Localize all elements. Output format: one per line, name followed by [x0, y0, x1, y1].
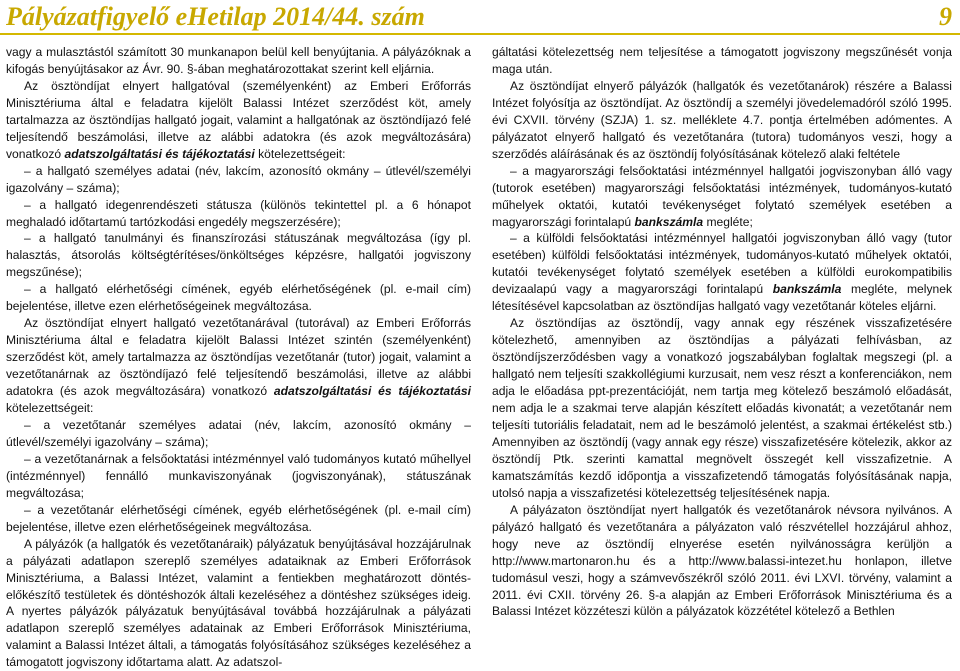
list-item: – a vezetőtanár személyes adatai (név, lakcím, azonosító okmány – útlevél/személyi igazolvány – száma);	[6, 417, 471, 449]
right-column	[492, 44, 952, 622]
text-run: Az ösztöndíjat elnyert hallgató vezetőtanárával (tutorával) az Emberi Erőforrás Minisztériuma által e feladatra kijelölt Balassi Intézet szintén (személyenként) szerződést köt, amely tartalmazza az ösztöndíjas vezetőtanár (tutor) jogait, valamint a vezetőtanárnak az ösztöndíjazó felé teljesítendő beszámolási, illetve az alábbi adatokra (és azok megváltozására) vonatkozó	[6, 316, 471, 399]
list-item: – a vezetőtanár elérhetőségi címének, egyéb elérhetőségének (pl. e-mail cím) bejelentése, illetve ezen elérhetőségeinek megváltozása.	[6, 502, 471, 534]
paragraph: A pályázók (a hallgatók és vezetőtanáraik) pályázatuk benyújtásával hozzájárulnak a pályázati adatlapon szereplő személyes adataiknak az Emberi Erőforrások Minisztériuma, a Balassi Intézet, valamint a fentiekben meghatározott döntés-előkészítő testületek és döntéshozók általi kezeléséhez a döntéshez szükséges ideig. A nyertes pályázók pályázatuk benyújtásával továbbá hozzájárulnak a pályázati adatlapon szereplő személyes adatainak az Emberi Erőforrások Minisztériuma, valamint a Balassi Intézet általi, a támogatás folyósításához szükséges kezeléséhez a támogatott jogviszony időtartama alatt. Az adatszol-	[6, 536, 471, 670]
paragraph	[6, 78, 471, 163]
paragraph	[6, 315, 471, 417]
page-number: 9	[939, 2, 952, 31]
list-item	[492, 163, 952, 231]
header-rule	[0, 33, 960, 35]
paragraph: Az ösztöndíjas az ösztöndíj, vagy annak egy részének visszafizetésére kötelezhető, amennyiben az ösztöndíjas a pályázati felhívásban, az ösztöndíjszerződésben vagy a vonatkozó jogszabályban foglaltak megszegi (pl. a hallgató nem teljesíti szakkollégiumi kurzusait, nem vesz részt a konferenciákon, nem adja le előadása ppt-prezentációját, nem tartja meg kötelező beszámoló előadását, nem adja le a szakmai terve alapján készített előadás kivonatát; a vezetőtanár nem teljesíti tutoriális feladatait, nem ad le beszámoló jelentést, a szakmai értékelést stb.) Amennyiben az ösztöndíj (vagy annak egy része) visszafizetésére kötelezik, akkor az ösztöndíj Ptk. szerinti kamattal megnövelt összegét kell visszafizetnie. A kamatszámítás kezdő időpontja a visszafizetendő támogatás folyósításának napja, utolsó napja a visszafizetési kötelezettség teljesítésének napja.	[492, 316, 952, 500]
text-run: megléte, melynek létesítésével kapcsolatban az ösztöndíjas hallgató vagy vezetőtanár köteles eljárni.	[492, 282, 952, 314]
list-item: – a hallgató tanulmányi és finanszírozási státuszának megváltozása (így pl. halasztás, átsorolás költségtérítéses/önköltséges képzésre, hallgatói jogviszony megszűnése);	[6, 231, 471, 280]
text-run: megléte;	[703, 214, 753, 229]
page-header	[0, 0, 960, 34]
emphasis: bankszámla	[772, 282, 842, 297]
text-run: kötelezettségeit:	[254, 146, 346, 161]
list-item: – a vezetőtanárnak a felsőoktatási intézménnyel való tudományos kutató műhellyel (intézménnyel) fennálló munkaviszonyának (jogviszonyának), státuszának megváltozása;	[6, 451, 471, 500]
emphasis: adatszolgáltatási és tájékoztatási	[273, 384, 471, 399]
text-run: – a magyarországi felsőoktatási intézménnyel hallgatói jogviszonyban álló vagy (tutorok esetében) magyarországi felsőoktatási intézmények, tudományos-kutató műhelyek oktatói, kutatói tevékenységet folytató személyek esetében a magyarországi forintalapú	[492, 163, 952, 229]
list-item: – a hallgató személyes adatai (név, lakcím, azonosító okmány – útlevél/személyi igazolvány – száma);	[6, 163, 471, 195]
paragraph: vagy a mulasztástól számított 30 munkanapon belül kell benyújtania. A pályázóknak a kifogás benyújtásakor az Ávr. 90. §-ában meghatározottakat szerint kell eljárnia.	[6, 45, 471, 76]
emphasis: bankszámla	[634, 214, 704, 229]
text-run: – a külföldi felsőoktatási intézménnyel hallgatói jogviszonyban álló vagy (tutor esetében) külföldi felsőoktatási intézmények, tudományos-kutató műhelyek oktatói, kutatói tevékenységet folytató személyek esetében a külföldi eurokompatibilis devizaalapú vagy a magyarországi forintalapú	[492, 231, 952, 297]
list-item: – a hallgató idegenrendészeti státusza (különös tekintettel pl. a 6 hónapot meghaladó időtartamú tartózkodási engedély megszerzésére);	[6, 197, 471, 229]
text-run: Az ösztöndíjat elnyert hallgatóval (személyenként) az Emberi Erőforrás Minisztériuma által e feladatra kijelölt Balassi Intézet szerződést köt, amely tartalmazza az ösztöndíjas hallgató jogait, valamint a hallgatónak az ösztöndíjazó felé teljesítendő beszámolási, illetve az alábbi adatokra (és azok megváltozására) vonatkozó	[6, 78, 471, 161]
paragraph: A pályázaton ösztöndíjat nyert hallgatók és vezetőtanárok névsora nyilvános. A pályázó hallgató és vezetőtanára a pályázaton való részvétellel hozzájárul ahhoz, hogy neve az ösztöndíj elnyerése esetén nyilvánosságra kerüljön a http://www.martonaron.hu és a http://www.balassi-intezet.hu honlapon, illetve tudomásul veszi, hogy a számvevőszékről szóló 2011. évi LXVI. törvény, valamint a 2011. évi CXII. törvény 26. §-a alapján az Emberi Erőforrások Minisztériuma és a Balassi Intézet közzéteszi külön a pályázatok közzététel kötelező a Bethlen	[492, 502, 952, 619]
paragraph: Az ösztöndíjat elnyerő pályázók (hallgatók és vezetőtanárok) részére a Balassi Intézet folyósítja az ösztöndíjat. Az ösztöndíj a személyi jövedelemadóról szóló 1995. évi CXVII. törvény (SZJA) 1. sz. melléklete 4.7. pontja értelmében adómentes. A pályázatot elnyerő hallgató és vezetőtanára (tutora) tudományos veszi, hogy a szerződés aláírásának és az ösztöndíj folyósításának kötelező alaki feltétele	[492, 78, 952, 161]
left-column	[6, 44, 471, 670]
list-item: – a hallgató elérhetőségi címének, egyéb elérhetőségének (pl. e-mail cím) bejelentése, illetve ezen elérhetőségeinek megváltozása.	[6, 282, 471, 314]
list-item	[492, 230, 952, 315]
publication-title: Pályázatfigyelő eHetilap 2014/44. szám	[6, 2, 425, 31]
paragraph: gáltatási kötelezettség nem teljesítése a támogatott jogviszony megszűnését vonja maga után.	[492, 45, 952, 76]
emphasis: adatszolgáltatási és tájékoztatási	[64, 146, 255, 161]
text-run: kötelezettségeit:	[6, 401, 94, 416]
